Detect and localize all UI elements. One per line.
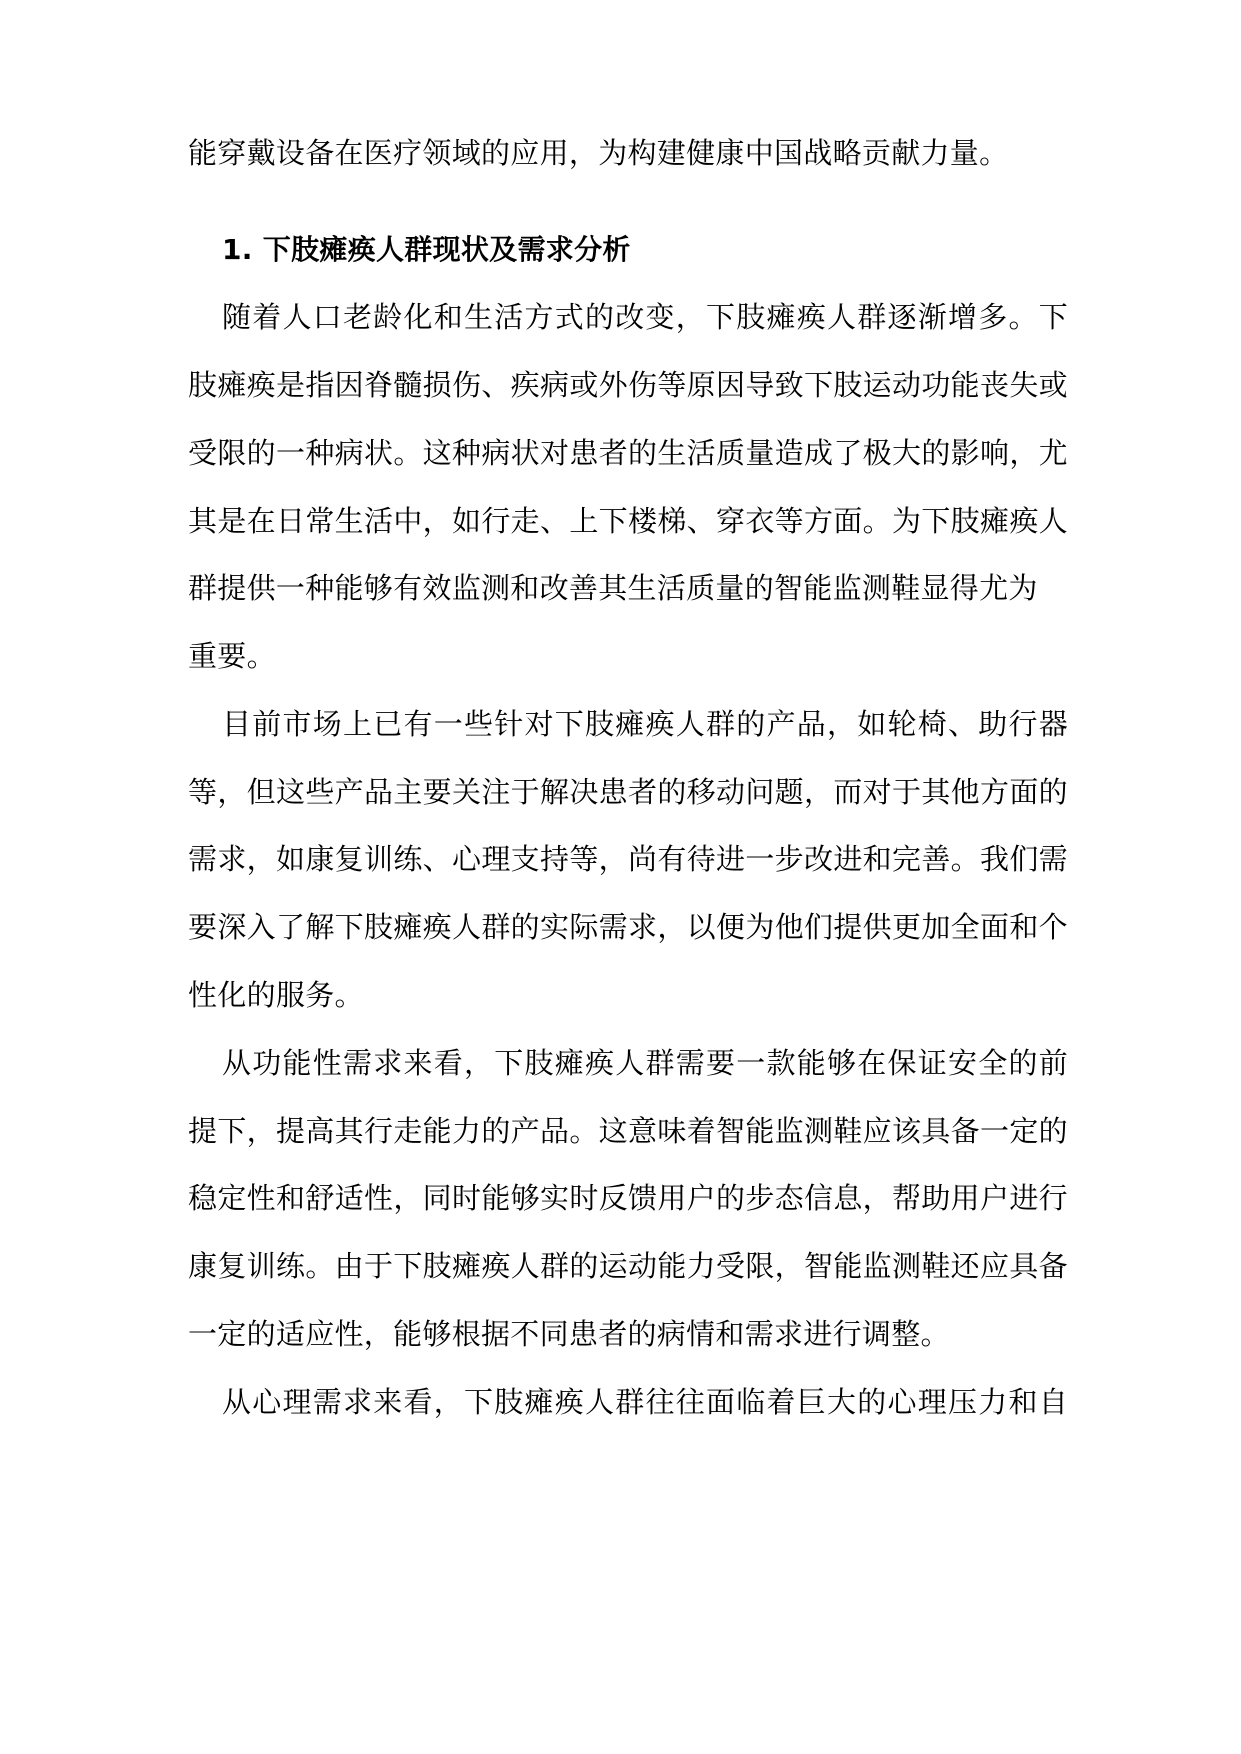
text-line: 目前市场上已有一些针对下肢瘫痪人群的产品，如轮椅、助行器 xyxy=(222,707,1068,741)
text-line: 受限的一种病状。这种病状对患者的生活质量造成了极大的影响，尤 xyxy=(188,436,1068,470)
text-line: 能穿戴设备在医疗领域的应用，为构建健康中国战略贡献力量。 xyxy=(188,136,1009,170)
text-line: 要深入了解下肢瘫痪人群的实际需求，以便为他们提供更加全面和个 xyxy=(188,910,1068,944)
text-line: 一定的适应性，能够根据不同患者的病情和需求进行调整。 xyxy=(188,1317,950,1351)
text-line: 随着人口老龄化和生活方式的改变，下肢瘫痪人群逐渐增多。下 xyxy=(222,300,1068,334)
text-line: 提下，提高其行走能力的产品。这意味着智能监测鞋应该具备一定的 xyxy=(188,1114,1068,1148)
text-line: 康复训练。由于下肢瘫痪人群的运动能力受限，智能监测鞋还应具备 xyxy=(188,1249,1068,1283)
text-line: 等，但这些产品主要关注于解决患者的移动问题，而对于其他方面的 xyxy=(188,775,1068,809)
text-line: 肢瘫痪是指因脊髓损伤、疾病或外伤等原因导致下肢运动功能丧失或 xyxy=(188,368,1068,402)
text-line: 其是在日常生活中，如行走、上下楼梯、穿衣等方面。为下肢瘫痪人 xyxy=(188,504,1068,538)
text-line: 性化的服务。 xyxy=(188,978,364,1012)
text-line: 重要。 xyxy=(188,639,276,673)
text-line: 从功能性需求来看，下肢瘫痪人群需要一款能够在保证安全的前 xyxy=(222,1046,1068,1080)
text-line: 从心理需求来看，下肢瘫痪人群往往面临着巨大的心理压力和自 xyxy=(222,1385,1068,1419)
text-line: 稳定性和舒适性，同时能够实时反馈用户的步态信息，帮助用户进行 xyxy=(188,1181,1068,1215)
section-heading: 1. 下肢瘫痪人群现状及需求分析 xyxy=(222,233,631,266)
text-line: 群提供一种能够有效监测和改善其生活质量的智能监测鞋显得尤为 xyxy=(188,571,1038,605)
text-line: 需求，如康复训练、心理支持等，尚有待进一步改进和完善。我们需 xyxy=(188,842,1068,876)
